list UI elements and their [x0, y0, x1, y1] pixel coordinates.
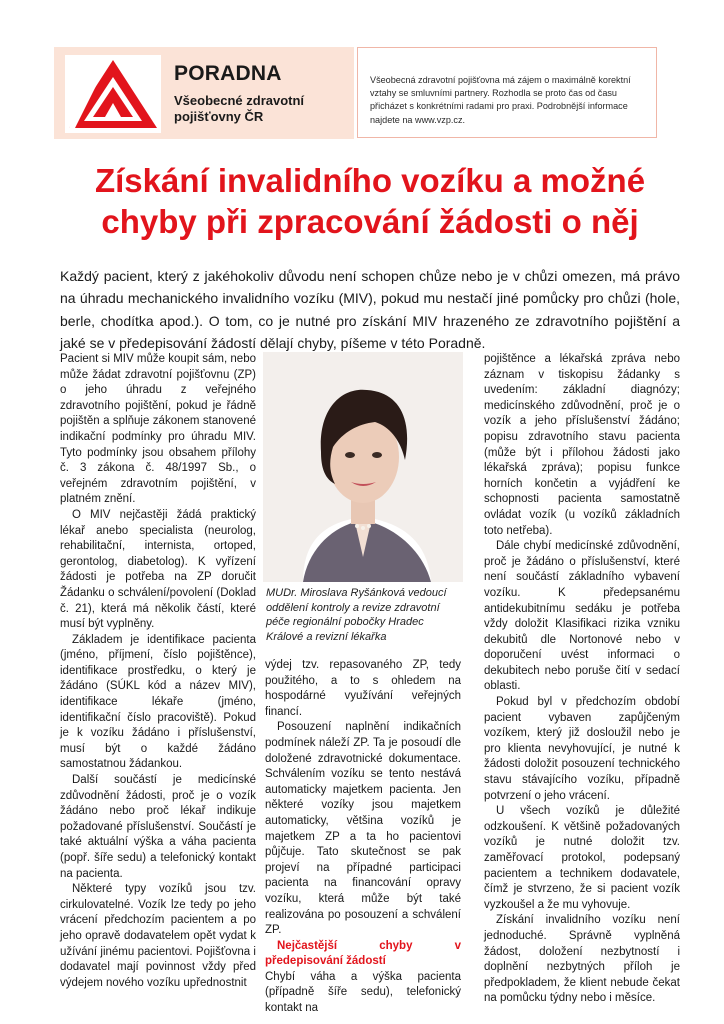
- info-text: Všeobecná zdravotní pojišťovna má zájem o maximálně korektní vztahy se smluvními partnery. Rozhodla se proto čas od času přicházet s konkrétními radami pro praxi. Podrobnější informace najdete na www.vzp.cz.: [370, 75, 631, 125]
- paragraph: Dále chybí medicínské zdůvodnění, proč je žádáno o příslušenství, které není součástí základního vybavení vozíku. K předepsanému antidekubitnímu sedáku je potřeba vždy doložit Klasifikaci rizika vzniku dekubitů dle Nortonové nebo v doporučení uvést informaci o dekubitech nebo poruše čití v sedací oblasti.: [484, 540, 680, 693]
- section-subhead: Nejčastější chyby v předepisování žádostí: [265, 939, 461, 968]
- paragraph: U všech vozíků je důležité odzkoušení. K většině požadovaných vozíků je nutné doložit tzv. zaměřovací protokol, podepsaný pacientem a technikem dodavatele, čímž je stvrzeno, že si pacient vozík vyzkoušel a že mu vyhovuje.: [484, 805, 680, 911]
- paragraph: Posouzení naplnění indikačních podmínek náleží ZP. Ta je posoudí dle doložené zdravotnické dokumentace. Schválením vozíku se tento nestává automaticky majetkem pacienta. Jen některé vozíky jsou majetkem automaticky, většina vozíků je majetkem ZP a ta ho pacientovi půjčuje. Tato skutečnost se pak projeví na případné participaci pacienta na financování opravy vozíku, která může být také realizována po posouzení a schválení ZP.: [265, 721, 461, 937]
- paragraph: pojištěnce a lékařská zpráva nebo záznam v tiskopisu žádanky s uvedením: základní diagnózy; medicínského zdůvodnění, proč je o vozík a jeho příslušenství žádáno; popisu zdravotního stavu pacienta (může být i přílohou žádosti jako lékařská zpráva); popisu funkce horních končetin a vyjádření ke schopnosti pacienta samostatně ovládat vozík (u vozíků základních toto netřeba).: [484, 353, 680, 537]
- paragraph: Některé typy vozíků jsou tzv. cirkulovatelné. Vozík lze tedy po jeho vrácení předchozím pacientem a po jeho opravě dodavatelem opět vydat k užívání jinému pacientovi. Pojišťovna i dodavatel mají povinnost vždy před výdejem nového vozíku upřednostnit: [60, 883, 256, 989]
- column-2: [265, 658, 461, 1017]
- info-box: [357, 47, 657, 138]
- article-headline: Získání invalidního vozíku a možné chyby při zpracování žádosti o něj: [94, 162, 646, 240]
- paragraph: Základem je identifikace pacienta (jméno, příjmení, číslo pojištěnce), identifikace prostředku, o který je žádáno (SÚKL kód a název MIV), identifikace lékaře (jméno, identifikační číslo pracoviště). Pokud je k vozíku žádáno i příslušenství, musí být o každé žádáno samostatnou žádankou.: [60, 633, 256, 771]
- paragraph: Chybí váha a výška pacienta (případně šíře sedu), telefonický kontakt na: [265, 970, 461, 1015]
- vzp-logo: [65, 55, 161, 133]
- portrait-image: [263, 352, 463, 582]
- paragraph: O MIV nejčastěji žádá praktický lékař anebo specialista (neurolog, rehabilitační, internista, ortoped, gerontolog, diabetolog). K vyřízení žádosti je potřeba na ZP doručit Žádanku o schválení/povolení (Doklad č. 21), která má několik částí, které musí být vyplněny.: [60, 508, 256, 631]
- photo-caption: MUDr. Miroslava Ryšánková vedoucí oddělení kontroly a revize zdravotní péče regionální pobočky Hradec Králové a revizní lékařka: [266, 587, 447, 643]
- author-photo: [263, 352, 463, 582]
- brand-subtitle: Všeobecné zdravotní pojišťovny ČR: [174, 93, 305, 124]
- paragraph: Získání invalidního vozíku není jednoduché. Správně vyplněná žádost, doložení nezbytností i doplnění nezbytných příloh je předpokladem, že klient nebude čekat na pomůcku týdny nebo i měsíce.: [484, 914, 680, 1005]
- paragraph: Pokud byl v předchozím období pacient vybaven zapůjčeným vozíkem, který již dosloužil nebo je pro klienta nevyhovující, je nutné k žádosti doložit posouzení technického stavu stávajícího vozíku, případně potvrzení o jeho vrácení.: [484, 696, 680, 802]
- paragraph: výdej tzv. repasovaného ZP, tedy použitého, a to s ohledem na hospodárné využívání veřejných financí.: [265, 659, 461, 718]
- article-lead: Každý pacient, který z jakéhokoliv důvodu není schopen chůze nebo je v chůzi omezen, má právo na úhradu mechanického invalidního vozíku (MIV), pokud mu nestačí jiné pomůcky pro chůzi (hole, berle, chodítka apod.). O tom, co je nutné pro získání MIV hrazeného ze zdravotního pojištění a jaké se v předepisování žádostí dělají chyby, píšeme v této Poradně.: [60, 268, 680, 352]
- paragraph: Další součástí je medicínské zdůvodnění žádosti, proč je o vozík žádáno nebo proč lékař indikuje požadované příslušenství. Součástí je také aktuální výška a váha pacienta (popř. šíře sedu) a telefonický kontakt na pacienta.: [60, 774, 256, 880]
- column-1: [60, 352, 256, 991]
- paragraph: Pacient si MIV může koupit sám, nebo může žádat zdravotní pojišťovnu (ZP) o jeho úhradu z veřejného zdravotního pojištění, pokud je řádně pojištěn a splňuje zákonem stanovené indikační podmínky pro úhradu MIV. Tyto podmínky jsou obsahem přílohy č. 3 zákona č. 48/1997 Sb., o veřejném zdravotním pojištění, v platném znění.: [60, 353, 256, 506]
- brand-title: PORADNA: [174, 62, 282, 85]
- column-3: [484, 352, 680, 1007]
